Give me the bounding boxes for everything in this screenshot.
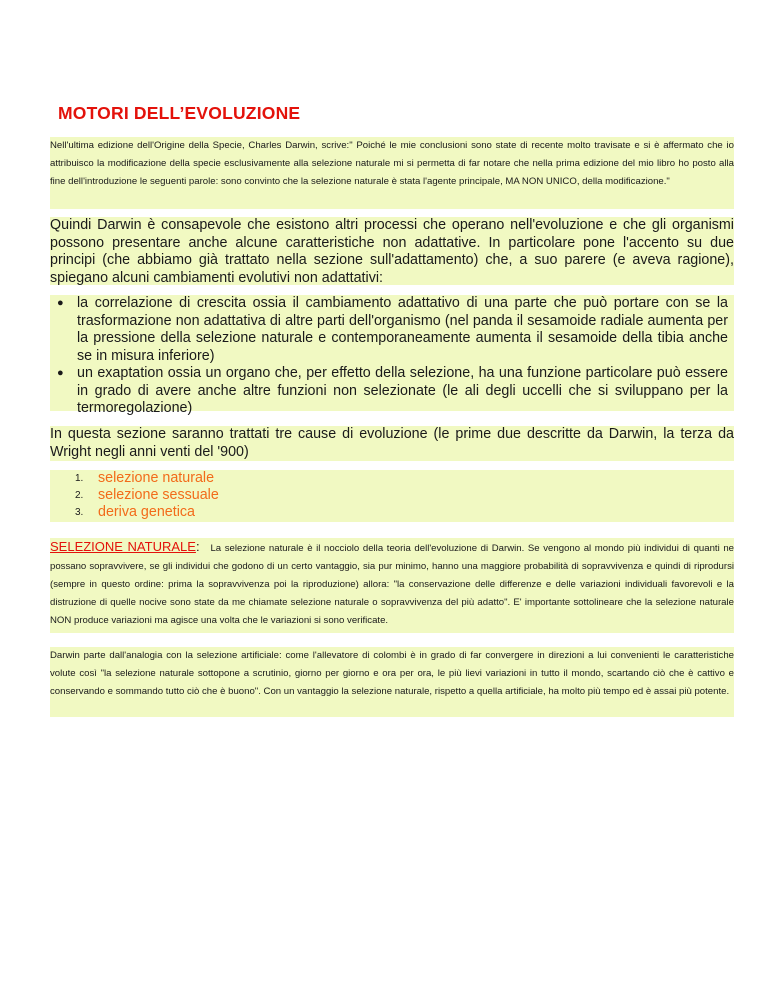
list-item[interactable] xyxy=(50,504,734,521)
artificial-selection-paragraph: Darwin parte dall'analogia con la selezione artificiale: come l'allevatore di colombi è in grado di far convergere in direzioni a lui convenienti le caratteristiche volute così "la selezione naturale sottopone a scrutinio, giorno per giorno e ora per ora, le più lievi variazioni in tutto il mondo, scartando ciò che è cattivo e conservando e sommando tutto ciò che è buono". Con un vantaggio la selezione naturale, rispetto a quella artificiale, ha molto più tempo ed è assai più potente. xyxy=(50,647,734,717)
section-heading-colon: : xyxy=(195,539,200,554)
list-item[interactable] xyxy=(50,487,734,504)
section-text: La selezione naturale è il nocciolo della teoria dell'evoluzione di Darwin. Se vengono al mondo più individui di quanti ne possano sopravvivere, se gli individui che godono di un certo vantaggio, sia pur minimo, hanno una maggiore probabilità di sopravvivenza e quindi di riprodursi (sempre in questo ordine: prima la sopravvivenza poi la riproduzione) allora: "la conservazione delle differenze e delle variazioni individuali favorevoli e la distruzione di quelle nocive sono state da me chiamate selezione naturale o sopravvivenza del più adatto". E' importante sottolineare che la selezione naturale NON produce variazioni ma agisce una volta che le variazioni si sono verificate. xyxy=(50,543,735,626)
list-item xyxy=(50,365,734,418)
principles-list xyxy=(50,295,734,416)
page-title: MOTORI DELL’EVOLUZIONE xyxy=(58,103,301,123)
list-number: 2. xyxy=(75,490,84,501)
darwin-principles-paragraph: Quindi Darwin è consapevole che esistono altri processi che operano nell'evoluzione e che gli organismi possono presentare anche alcune caratteristiche non adattative. In particolare pone l'accento su due principi (che abbiamo già trattato nella sezione sull'adattamento) che, a suo parere (e aveva ragione), spiegano alcuni cambiamenti evolutivi non adattativi: xyxy=(50,217,734,286)
list-number: 3. xyxy=(75,507,84,518)
list-item-text: la correlazione di crescita ossia il cambiamento adattativo di una parte che può portare con se la trasformazione non adattativa di altre parti dell'organismo (nel panda il sesamoide radiale aumenta per la pressione della selezione naturale e contemporaneamente aumenta il sesamoide della tibia anche se in misura inferiore) xyxy=(77,295,728,364)
bullet-icon: ● xyxy=(57,297,64,309)
intro-quote-paragraph: Nell'ultima edizione dell'Origine della Specie, Charles Darwin, scrive:" Poiché le mie conclusioni sono state di recente molto travisate e si è affermato che io attribuisco la modificazione della specie esclusivamente alla selezione naturale mi si permetta di far notare che nella prima edizione del mio libro ho posto alla fine dell'introduzione le seguenti parole: sono convinto che la selezione naturale è stata l'agente principale, MA NON UNICO, della modificazione." xyxy=(50,137,734,209)
list-item xyxy=(50,295,734,365)
cause-link-selezione-naturale[interactable]: selezione naturale xyxy=(98,470,215,486)
list-item[interactable] xyxy=(50,470,734,487)
natural-selection-section xyxy=(50,538,734,633)
causes-list xyxy=(50,470,734,522)
section-heading: SELEZIONE NATURALE xyxy=(50,539,196,554)
cause-link-deriva-genetica[interactable]: deriva genetica xyxy=(98,504,195,520)
bullet-icon: ● xyxy=(57,367,64,379)
list-number: 1. xyxy=(75,473,84,484)
list-item-text: un exaptation ossia un organo che, per effetto della selezione, ha una funzione particolare può essere in grado di avere anche altre funzioni non selezionate (le ali degli uccelli che si sviluppano per la termoregolazione) xyxy=(77,365,728,416)
causes-intro-paragraph: In questa sezione saranno trattati tre cause di evoluzione (le prime due descritte da Darwin, la terza da Wright negli anni venti del '900) xyxy=(50,426,734,460)
cause-link-selezione-sessuale[interactable]: selezione sessuale xyxy=(98,487,219,503)
